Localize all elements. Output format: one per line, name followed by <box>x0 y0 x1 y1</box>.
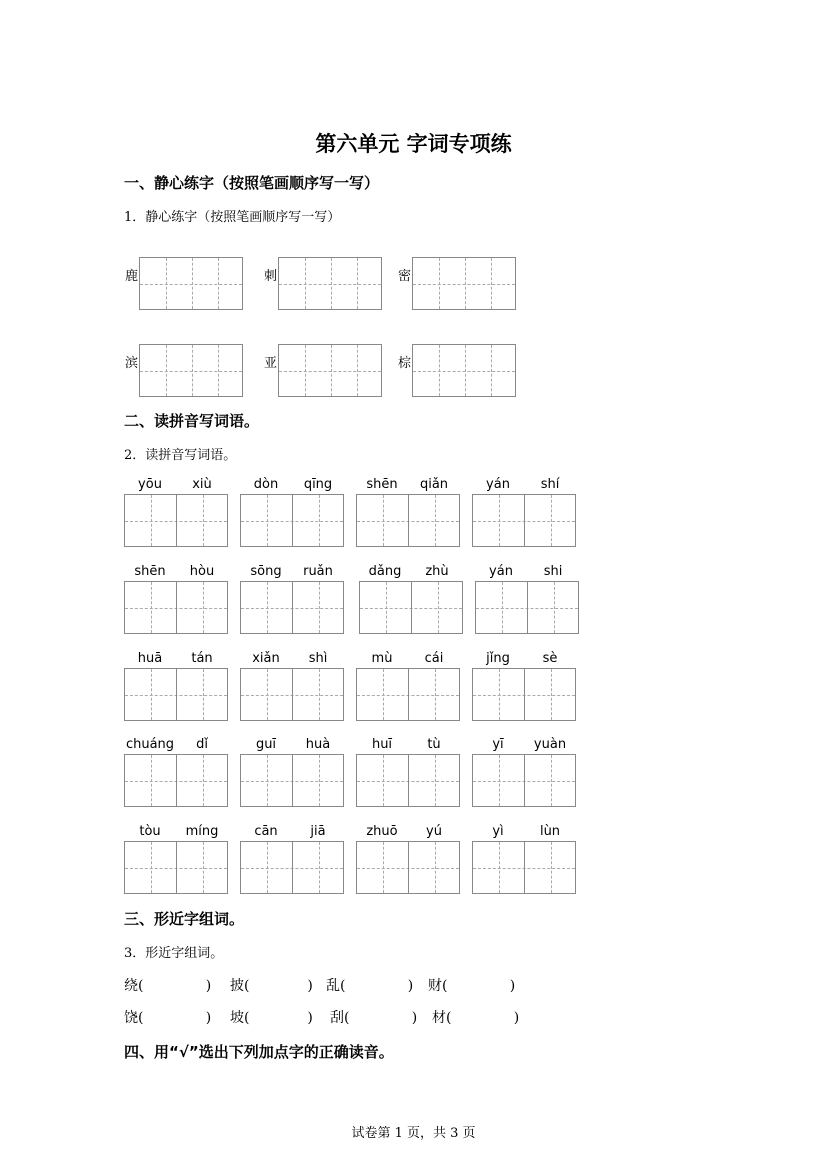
word-writing-grid[interactable] <box>472 841 576 894</box>
word-writing-grid[interactable] <box>359 581 463 634</box>
writing-grid[interactable] <box>278 257 382 310</box>
pinyin-label: sōng <box>250 564 282 579</box>
pinyin-label: xiù <box>192 477 212 492</box>
pinyin-label: yú <box>426 824 442 839</box>
word-writing-grid[interactable] <box>472 754 576 807</box>
pinyin-label: huā <box>137 651 163 666</box>
word-writing-grid[interactable] <box>240 754 344 807</box>
practice-char: 密 <box>398 269 412 284</box>
similar-char-pair[interactable]: 绕( ) <box>124 978 212 994</box>
pinyin-label: guī <box>255 737 277 752</box>
pinyin-label: yì <box>492 824 504 839</box>
pinyin-label: jiā <box>310 824 326 839</box>
pinyin-label: huī <box>371 737 393 752</box>
section-1-heading: 一、静心练字（按照笔画顺序写一写） <box>124 174 380 192</box>
word-writing-grid[interactable] <box>472 668 576 721</box>
pinyin-label: míng <box>185 824 219 839</box>
word-writing-grid[interactable] <box>356 668 460 721</box>
pinyin-label: ruǎn <box>303 564 333 579</box>
word-writing-grid[interactable] <box>475 581 579 634</box>
pinyin-label: huà <box>305 737 331 752</box>
similar-char-pair[interactable]: 刮( ) <box>330 1010 418 1026</box>
question-2: 2．读拼音写词语。 <box>124 448 237 463</box>
pinyin-label: tòu <box>139 824 161 839</box>
word-writing-grid[interactable] <box>356 494 460 547</box>
pinyin-label: yán <box>489 564 513 579</box>
word-writing-grid[interactable] <box>124 754 228 807</box>
pinyin-label: tù <box>427 737 441 752</box>
writing-grid[interactable] <box>139 257 243 310</box>
word-writing-grid[interactable] <box>356 754 460 807</box>
pinyin-label: jǐng <box>486 651 510 666</box>
pinyin-label: mù <box>371 651 393 666</box>
pinyin-label: dòn <box>253 477 279 492</box>
word-writing-grid[interactable] <box>240 581 344 634</box>
question-1: 1．静心练字（按照笔画顺序写一写） <box>124 210 341 225</box>
similar-char-pair[interactable]: 披( ) <box>230 978 313 994</box>
pinyin-label: zhù <box>425 564 449 579</box>
writing-grid[interactable] <box>278 344 382 397</box>
pinyin-label: yōu <box>138 477 162 492</box>
pinyin-label: qiǎn <box>419 477 449 492</box>
similar-char-pair[interactable]: 乱( ) <box>326 978 414 994</box>
word-writing-grid[interactable] <box>124 494 228 547</box>
writing-grid[interactable] <box>139 344 243 397</box>
pinyin-label: shēn <box>366 477 398 492</box>
pinyin-label: shì <box>308 651 328 666</box>
pinyin-label: xiǎn <box>252 651 280 666</box>
similar-char-pair[interactable]: 材( ) <box>432 1010 520 1026</box>
pinyin-label: sè <box>542 651 558 666</box>
pinyin-label: cái <box>424 651 444 666</box>
pinyin-label: qīng <box>303 477 333 492</box>
section-3-heading: 三、形近字组词。 <box>124 910 245 928</box>
similar-char-pair[interactable]: 财( ) <box>428 978 516 994</box>
word-writing-grid[interactable] <box>240 841 344 894</box>
pinyin-label: yuàn <box>533 737 567 752</box>
pinyin-label: lùn <box>539 824 561 839</box>
section-4-heading: 四、用“√”选出下列加点字的正确读音。 <box>124 1043 394 1061</box>
pinyin-label: yī <box>492 737 504 752</box>
pinyin-label: hòu <box>189 564 215 579</box>
practice-char: 刺 <box>264 269 278 284</box>
pinyin-label: shi <box>543 564 563 579</box>
similar-char-pair[interactable]: 坡( ) <box>230 1010 313 1026</box>
word-writing-grid[interactable] <box>124 841 228 894</box>
pinyin-label: yán <box>486 477 510 492</box>
pinyin-label: dǐ <box>196 737 208 752</box>
pinyin-label: zhuō <box>366 824 398 839</box>
word-writing-grid[interactable] <box>472 494 576 547</box>
similar-char-pair[interactable]: 饶( ) <box>124 1010 212 1026</box>
pinyin-label: shí <box>540 477 560 492</box>
pinyin-label: tán <box>191 651 213 666</box>
word-writing-grid[interactable] <box>356 841 460 894</box>
word-writing-grid[interactable] <box>240 668 344 721</box>
page-title: 第六单元 字词专项练 <box>315 132 512 156</box>
page-footer: 试卷第 1 页，共 3 页 <box>351 1126 476 1141</box>
practice-char: 亚 <box>264 356 278 371</box>
pinyin-label: cān <box>254 824 278 839</box>
pinyin-label: shēn <box>134 564 166 579</box>
word-writing-grid[interactable] <box>124 668 228 721</box>
word-writing-grid[interactable] <box>240 494 344 547</box>
writing-grid[interactable] <box>412 257 516 310</box>
practice-char: 滨 <box>125 356 139 371</box>
practice-char: 棕 <box>398 356 412 371</box>
section-2-heading: 二、读拼音写词语。 <box>124 412 260 430</box>
question-3: 3．形近字组词。 <box>124 946 224 961</box>
writing-grid[interactable] <box>412 344 516 397</box>
pinyin-label: dǎng <box>368 564 402 579</box>
pinyin-label: chuáng <box>125 737 175 752</box>
practice-char: 鹿 <box>125 269 139 284</box>
word-writing-grid[interactable] <box>124 581 228 634</box>
